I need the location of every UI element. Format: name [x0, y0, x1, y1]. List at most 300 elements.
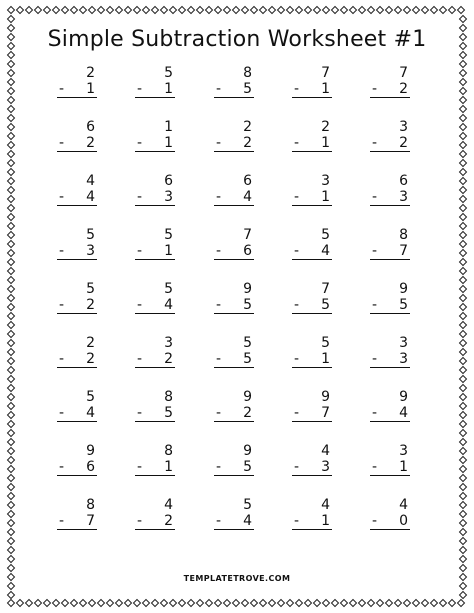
answer-line — [370, 205, 410, 206]
border-diamond — [460, 592, 467, 599]
subtraction-problem — [133, 66, 175, 102]
problem-row — [55, 336, 419, 390]
minus-sign: - — [372, 405, 378, 421]
subtraction-problem — [212, 282, 254, 318]
border-diamond — [287, 7, 294, 14]
problem-row — [55, 66, 419, 120]
answer-line — [214, 313, 254, 314]
minuend: 7 — [243, 227, 252, 243]
subtraction-problem — [290, 390, 332, 426]
minuend: 4 — [321, 497, 330, 513]
subtrahend: 1 — [321, 189, 330, 205]
border-diamond — [125, 7, 132, 14]
minus-sign: - — [59, 189, 65, 205]
border-diamond — [8, 187, 15, 194]
border-diamond — [8, 151, 15, 158]
border-diamond — [233, 600, 240, 607]
border-diamond — [386, 7, 393, 14]
border-diamond — [170, 600, 177, 607]
border-diamond — [8, 457, 15, 464]
subtrahend: 5 — [399, 297, 408, 313]
border-diamond — [460, 79, 467, 86]
border-diamond — [8, 538, 15, 545]
border-diamond — [460, 547, 467, 554]
border-diamond — [368, 600, 375, 607]
border-diamond — [197, 600, 204, 607]
border-diamond — [8, 367, 15, 374]
minus-sign: - — [294, 243, 300, 259]
minuend: 2 — [86, 65, 95, 81]
border-diamond — [8, 250, 15, 257]
border-diamond — [296, 600, 303, 607]
border-diamond — [71, 7, 78, 14]
answer-line — [57, 313, 97, 314]
answer-line — [292, 97, 332, 98]
subtrahend: 2 — [243, 405, 252, 421]
minuend: 9 — [321, 389, 330, 405]
minuend: 5 — [243, 335, 252, 351]
minuend: 8 — [164, 389, 173, 405]
minus-sign: - — [59, 351, 65, 367]
border-diamond — [460, 430, 467, 437]
answer-line — [214, 421, 254, 422]
border-diamond — [224, 600, 231, 607]
border-diamond — [460, 106, 467, 113]
border-diamond — [8, 556, 15, 563]
border-diamond — [8, 79, 15, 86]
border-diamond — [269, 7, 276, 14]
border-diamond — [215, 7, 222, 14]
minus-sign: - — [59, 297, 65, 313]
border-diamond — [460, 232, 467, 239]
border-diamond — [8, 259, 15, 266]
border-diamond — [8, 232, 15, 239]
minus-sign: - — [137, 243, 143, 259]
border-diamond — [8, 385, 15, 392]
border-diamond — [460, 475, 467, 482]
minus-sign: - — [137, 351, 143, 367]
border-diamond — [458, 600, 465, 607]
subtrahend: 1 — [321, 351, 330, 367]
answer-line — [135, 259, 175, 260]
border-diamond — [332, 7, 339, 14]
border-diamond — [460, 349, 467, 356]
border-diamond — [341, 7, 348, 14]
border-diamond — [8, 7, 15, 14]
subtraction-problem — [133, 444, 175, 480]
border-diamond — [460, 313, 467, 320]
subtrahend: 7 — [399, 243, 408, 259]
problem-row — [55, 390, 419, 444]
subtraction-problem — [290, 336, 332, 372]
minuend: 4 — [164, 497, 173, 513]
border-diamond — [179, 7, 186, 14]
minuend: 3 — [399, 443, 408, 459]
minus-sign: - — [137, 81, 143, 97]
border-diamond — [224, 7, 231, 14]
subtraction-problem — [212, 444, 254, 480]
border-diamond — [8, 511, 15, 518]
minus-sign: - — [216, 459, 222, 475]
minus-sign: - — [294, 513, 300, 529]
minus-sign: - — [216, 297, 222, 313]
border-diamond — [251, 7, 258, 14]
border-diamond — [8, 502, 15, 509]
subtrahend: 1 — [164, 135, 173, 151]
answer-line — [214, 475, 254, 476]
minuend: 5 — [86, 281, 95, 297]
border-diamond — [8, 547, 15, 554]
border-diamond — [53, 7, 60, 14]
border-diamond — [287, 600, 294, 607]
border-diamond — [323, 600, 330, 607]
border-diamond — [62, 7, 69, 14]
border-diamond — [8, 106, 15, 113]
subtrahend: 1 — [321, 135, 330, 151]
subtrahend: 3 — [399, 351, 408, 367]
border-diamond — [80, 7, 87, 14]
footer-brand: TEMPLATETROVE.COM — [183, 574, 291, 583]
answer-line — [135, 367, 175, 368]
minus-sign: - — [372, 513, 378, 529]
subtrahend: 1 — [164, 81, 173, 97]
border-diamond — [460, 511, 467, 518]
minuend: 2 — [321, 119, 330, 135]
minuend: 6 — [399, 173, 408, 189]
border-diamond — [206, 600, 213, 607]
subtrahend: 3 — [164, 189, 173, 205]
subtraction-problem — [212, 174, 254, 210]
subtrahend: 2 — [399, 81, 408, 97]
answer-line — [135, 313, 175, 314]
minuend: 9 — [399, 281, 408, 297]
border-diamond — [8, 223, 15, 230]
border-diamond — [143, 600, 150, 607]
border-diamond — [460, 70, 467, 77]
border-diamond — [332, 600, 339, 607]
border-diamond — [460, 295, 467, 302]
border-diamond — [188, 600, 195, 607]
subtraction-problem — [368, 390, 410, 426]
subtrahend: 5 — [243, 459, 252, 475]
subtrahend: 1 — [321, 513, 330, 529]
answer-line — [292, 259, 332, 260]
minus-sign: - — [294, 81, 300, 97]
minuend: 1 — [164, 119, 173, 135]
answer-line — [135, 421, 175, 422]
answer-line — [370, 529, 410, 530]
border-diamond — [460, 304, 467, 311]
subtraction-problem — [133, 228, 175, 264]
border-diamond — [8, 448, 15, 455]
border-diamond — [460, 376, 467, 383]
border-diamond — [8, 133, 15, 140]
border-diamond — [80, 600, 87, 607]
subtrahend: 2 — [86, 135, 95, 151]
answer-line — [292, 205, 332, 206]
answer-line — [214, 367, 254, 368]
answer-line — [370, 421, 410, 422]
border-diamond — [8, 592, 15, 599]
minuend: 7 — [399, 65, 408, 81]
border-diamond — [460, 259, 467, 266]
border-diamond — [260, 600, 267, 607]
border-diamond — [460, 529, 467, 536]
minuend: 5 — [164, 227, 173, 243]
subtrahend: 2 — [243, 135, 252, 151]
subtrahend: 3 — [321, 459, 330, 475]
subtrahend: 5 — [164, 405, 173, 421]
subtraction-problem — [368, 66, 410, 102]
border-diamond — [8, 376, 15, 383]
answer-line — [57, 475, 97, 476]
minuend: 7 — [321, 281, 330, 297]
border-diamond — [460, 277, 467, 284]
subtrahend: 1 — [164, 243, 173, 259]
minuend: 6 — [164, 173, 173, 189]
border-diamond — [8, 520, 15, 527]
border-diamond — [460, 286, 467, 293]
border-diamond — [460, 331, 467, 338]
border-diamond — [8, 196, 15, 203]
border-diamond — [71, 600, 78, 607]
subtraction-problem — [290, 66, 332, 102]
border-diamond — [431, 7, 438, 14]
subtraction-problem — [212, 120, 254, 156]
border-diamond — [460, 565, 467, 572]
border-diamond — [395, 600, 402, 607]
answer-line — [135, 151, 175, 152]
border-diamond — [62, 600, 69, 607]
border-diamond — [8, 241, 15, 248]
minus-sign: - — [216, 351, 222, 367]
border-diamond — [460, 241, 467, 248]
answer-line — [57, 421, 97, 422]
minuend: 9 — [399, 389, 408, 405]
subtraction-problem — [212, 498, 254, 534]
border-diamond — [8, 70, 15, 77]
border-diamond — [197, 7, 204, 14]
subtrahend: 7 — [86, 513, 95, 529]
subtrahend: 4 — [86, 189, 95, 205]
minus-sign: - — [216, 135, 222, 151]
subtrahend: 2 — [399, 135, 408, 151]
border-diamond — [460, 385, 467, 392]
minuend: 8 — [243, 65, 252, 81]
border-diamond — [161, 7, 168, 14]
subtrahend: 1 — [164, 459, 173, 475]
border-diamond — [242, 600, 249, 607]
answer-line — [214, 205, 254, 206]
minus-sign: - — [59, 513, 65, 529]
minuend: 9 — [86, 443, 95, 459]
border-diamond — [460, 97, 467, 104]
minus-sign: - — [372, 243, 378, 259]
border-diamond — [8, 394, 15, 401]
answer-line — [135, 205, 175, 206]
border-diamond — [460, 187, 467, 194]
minuend: 5 — [321, 335, 330, 351]
subtraction-problem — [368, 282, 410, 318]
subtraction-problem — [368, 120, 410, 156]
border-diamond — [460, 322, 467, 329]
border-diamond — [8, 313, 15, 320]
border-diamond — [460, 205, 467, 212]
problem-row — [55, 498, 419, 552]
border-diamond — [305, 7, 312, 14]
border-diamond — [107, 600, 114, 607]
border-diamond — [386, 600, 393, 607]
minuend: 2 — [86, 335, 95, 351]
answer-line — [214, 97, 254, 98]
subtraction-problem — [55, 66, 97, 102]
minuend: 5 — [86, 389, 95, 405]
border-diamond — [368, 7, 375, 14]
minus-sign: - — [137, 135, 143, 151]
subtrahend: 1 — [86, 81, 95, 97]
minus-sign: - — [137, 189, 143, 205]
border-diamond — [8, 214, 15, 221]
minuend: 9 — [243, 389, 252, 405]
border-diamond — [422, 7, 429, 14]
minuend: 8 — [399, 227, 408, 243]
subtraction-problem — [55, 282, 97, 318]
border-diamond — [8, 358, 15, 365]
subtraction-problem — [55, 174, 97, 210]
border-diamond — [89, 7, 96, 14]
answer-line — [370, 367, 410, 368]
border-diamond — [116, 600, 123, 607]
border-diamond — [188, 7, 195, 14]
border-diamond — [460, 340, 467, 347]
minuend: 7 — [321, 65, 330, 81]
subtraction-problem — [212, 66, 254, 102]
border-diamond — [98, 7, 105, 14]
border-diamond — [460, 358, 467, 365]
minuend: 9 — [243, 443, 252, 459]
minus-sign: - — [137, 513, 143, 529]
border-diamond — [350, 7, 357, 14]
border-diamond — [359, 7, 366, 14]
border-diamond — [460, 115, 467, 122]
border-diamond — [8, 169, 15, 176]
subtraction-problem — [133, 390, 175, 426]
border-diamond — [8, 97, 15, 104]
border-diamond — [8, 268, 15, 275]
border-diamond — [8, 115, 15, 122]
border-diamond — [8, 295, 15, 302]
border-diamond — [44, 600, 51, 607]
border-diamond — [53, 600, 60, 607]
border-diamond — [233, 7, 240, 14]
border-diamond — [134, 600, 141, 607]
answer-line — [57, 151, 97, 152]
minus-sign: - — [372, 297, 378, 313]
problem-row — [55, 174, 419, 228]
minuend: 6 — [243, 173, 252, 189]
border-diamond — [323, 7, 330, 14]
minus-sign: - — [216, 405, 222, 421]
answer-line — [214, 529, 254, 530]
border-diamond — [278, 7, 285, 14]
border-diamond — [314, 600, 321, 607]
border-diamond — [179, 600, 186, 607]
border-diamond — [460, 196, 467, 203]
answer-line — [214, 259, 254, 260]
minuend: 4 — [321, 443, 330, 459]
minuend: 6 — [86, 119, 95, 135]
answer-line — [370, 475, 410, 476]
subtraction-problem — [133, 174, 175, 210]
subtrahend: 4 — [86, 405, 95, 421]
border-diamond — [460, 61, 467, 68]
border-diamond — [8, 466, 15, 473]
border-diamond — [8, 88, 15, 95]
subtraction-problem — [55, 120, 97, 156]
border-diamond — [431, 600, 438, 607]
border-diamond — [460, 169, 467, 176]
minuend: 3 — [399, 119, 408, 135]
minuend: 8 — [86, 497, 95, 513]
border-diamond — [460, 403, 467, 410]
border-diamond — [152, 600, 159, 607]
subtrahend: 5 — [243, 81, 252, 97]
answer-line — [214, 151, 254, 152]
answer-line — [292, 421, 332, 422]
minus-sign: - — [137, 405, 143, 421]
border-diamond — [359, 600, 366, 607]
border-diamond — [44, 7, 51, 14]
subtrahend: 7 — [321, 405, 330, 421]
answer-line — [292, 151, 332, 152]
border-diamond — [8, 430, 15, 437]
subtraction-problem — [212, 336, 254, 372]
subtrahend: 4 — [243, 513, 252, 529]
minus-sign: - — [59, 459, 65, 475]
minuend: 3 — [164, 335, 173, 351]
border-diamond — [460, 412, 467, 419]
minus-sign: - — [216, 513, 222, 529]
border-diamond — [269, 600, 276, 607]
border-diamond — [460, 520, 467, 527]
minus-sign: - — [59, 135, 65, 151]
border-diamond — [8, 304, 15, 311]
border-diamond — [98, 600, 105, 607]
border-diamond — [26, 7, 33, 14]
minuend: 5 — [164, 281, 173, 297]
subtraction-problem — [55, 228, 97, 264]
border-diamond — [460, 151, 467, 158]
minus-sign: - — [294, 459, 300, 475]
minuend: 5 — [86, 227, 95, 243]
border-diamond — [350, 600, 357, 607]
border-diamond — [89, 600, 96, 607]
border-diamond — [460, 448, 467, 455]
border-diamond — [460, 502, 467, 509]
answer-line — [292, 367, 332, 368]
border-diamond — [260, 7, 267, 14]
subtrahend: 3 — [86, 243, 95, 259]
border-diamond — [460, 484, 467, 491]
border-diamond — [251, 600, 258, 607]
subtrahend: 1 — [321, 81, 330, 97]
minuend: 5 — [321, 227, 330, 243]
minuend: 3 — [321, 173, 330, 189]
border-diamond — [17, 600, 24, 607]
border-diamond — [8, 349, 15, 356]
subtrahend: 2 — [164, 351, 173, 367]
border-diamond — [8, 205, 15, 212]
